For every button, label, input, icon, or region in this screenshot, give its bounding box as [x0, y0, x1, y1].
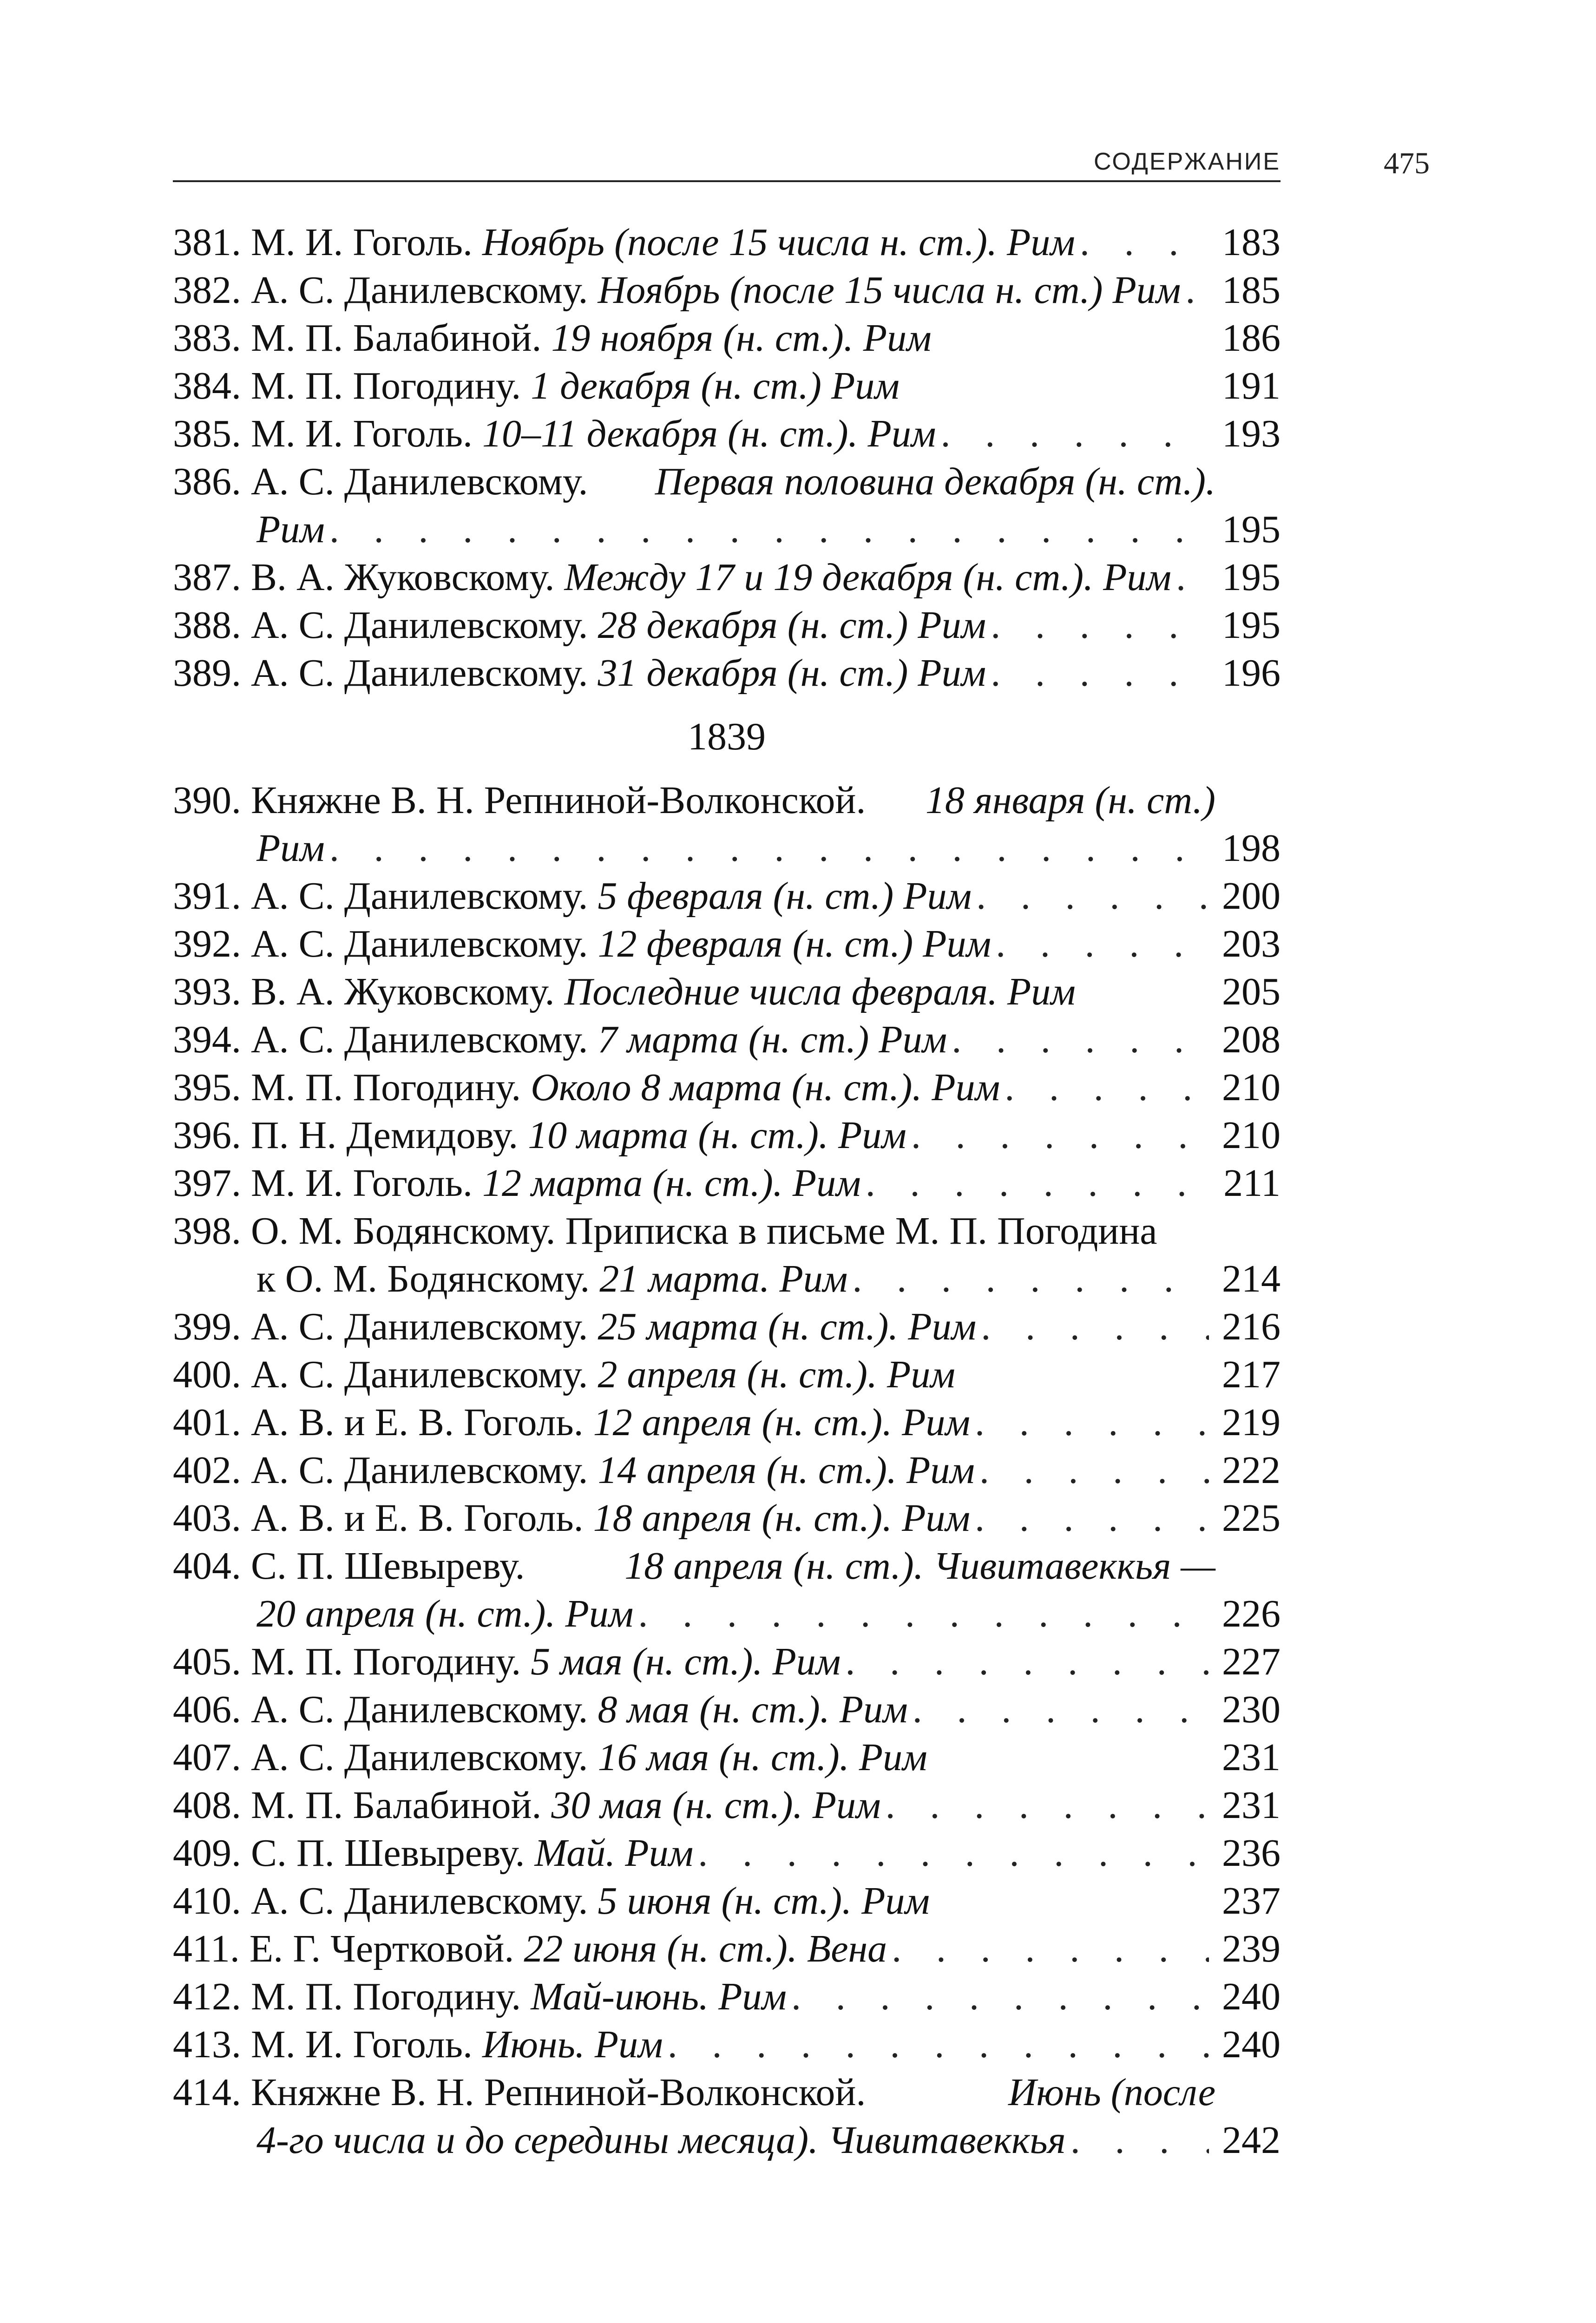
entry-addressee: 395. М. П. Погодину.	[173, 1066, 521, 1109]
entry-page-number: 222	[1222, 1449, 1281, 1492]
page-number: 475	[1384, 146, 1430, 180]
entry-date-place: Ноябрь (после 15 числа н. ст.). Рим	[482, 221, 1075, 264]
entry-page-number: 237	[1222, 1879, 1281, 1923]
dot-leader	[1176, 553, 1209, 601]
toc-entry-395	[173, 1063, 1281, 1111]
entry-date-place: 5 июня (н. ст.). Рим	[598, 1879, 930, 1923]
entry-addressee-continued: к О. М. Бодянскому.	[256, 1257, 590, 1300]
entry-page-number: 211	[1223, 1162, 1281, 1205]
toc-entry-403	[173, 1494, 1281, 1542]
entry-page-number: 227	[1222, 1640, 1281, 1683]
toc-entry-382	[173, 266, 1281, 314]
toc-entry-390	[173, 776, 1281, 872]
entry-date-place: 18 апреля (н. ст.). Рим	[593, 1496, 971, 1540]
entry-date-place: Последние числа февраля. Рим	[564, 970, 1076, 1013]
dot-leader	[981, 1303, 1209, 1351]
entry-date-place-continued: Рим	[256, 827, 325, 870]
entry-date-place: 18 апреля (н. ст.). Чивитавеккья —	[624, 1544, 1215, 1588]
entry-addressee: 382. А. С. Данилевскому.	[173, 269, 588, 312]
entry-date-place: 28 декабря (н. ст.) Рим	[598, 604, 986, 647]
entry-date-place: 31 декабря (н. ст.) Рим	[598, 651, 986, 695]
dot-leader	[329, 505, 1209, 553]
entry-date-place-continued: Рим	[256, 508, 325, 551]
entry-addressee: 407. А. С. Данилевскому.	[173, 1736, 588, 1779]
entry-page-number: 239	[1222, 1927, 1281, 1970]
toc-entry-397	[173, 1159, 1281, 1207]
dot-leader	[991, 601, 1209, 649]
entry-date-place: 21 марта. Рим	[599, 1257, 848, 1300]
dot-leader	[940, 410, 1209, 458]
entry-page-number: 203	[1222, 922, 1281, 965]
page-header	[173, 144, 1430, 186]
dot-leader	[1080, 218, 1209, 266]
toc-entry-405	[173, 1638, 1281, 1686]
entry-page-number: 217	[1222, 1353, 1281, 1396]
entry-addressee: 386. А. С. Данилевскому.	[173, 460, 588, 503]
entry-addressee: 385. М. И. Гоголь.	[173, 412, 473, 455]
entry-page-number: 240	[1222, 1975, 1281, 2018]
dot-leader	[991, 649, 1209, 697]
entry-addressee: 404. С. П. Шевыреву.	[173, 1544, 525, 1588]
entry-date-place: 18 января (н. ст.)	[925, 779, 1215, 822]
entry-addressee: 394. А. С. Данилевскому.	[173, 1018, 588, 1061]
toc-entry-388	[173, 601, 1281, 649]
entry-date-place: Около 8 марта (н. ст.). Рим	[531, 1066, 1000, 1109]
dot-leader	[638, 1590, 1209, 1638]
toc-entry-393	[173, 968, 1281, 1016]
dot-leader	[975, 1494, 1209, 1542]
entry-date-place: Первая половина декабря (н. ст.).	[655, 460, 1215, 503]
entry-page-number: 195	[1222, 556, 1281, 599]
entry-addressee: 399. А. С. Данилевскому.	[173, 1305, 588, 1348]
dot-leader	[996, 920, 1209, 968]
entry-addressee: 408. М. П. Балабиной.	[173, 1784, 542, 1827]
entry-date-place: 2 апреля (н. ст.). Рим	[598, 1353, 955, 1396]
entry-page-number: 196	[1222, 651, 1281, 695]
dot-leader	[913, 1686, 1209, 1733]
toc-entry-411	[173, 1925, 1281, 1973]
entry-date-place: 5 февраля (н. ст.) Рим	[598, 874, 972, 918]
entry-page-number: 191	[1222, 364, 1281, 407]
entry-page-number: 193	[1222, 412, 1281, 455]
toc-entry-386	[173, 458, 1281, 553]
toc-entry-412	[173, 1973, 1281, 2021]
entry-page-number: 208	[1222, 1018, 1281, 1061]
entry-page-number: 219	[1222, 1401, 1281, 1444]
entry-addressee: 410. А. С. Данилевскому.	[173, 1879, 588, 1923]
entry-addressee: 412. М. П. Погодину.	[173, 1975, 521, 2018]
dot-leader	[911, 1111, 1209, 1159]
toc-entry-402	[173, 1446, 1281, 1494]
toc-entry-384	[173, 362, 1281, 410]
entry-addressee: 405. М. П. Погодину.	[173, 1640, 521, 1683]
entry-date-place: Между 17 и 19 декабря (н. ст.). Рим	[564, 556, 1172, 599]
entry-date-place: Июнь (после	[1008, 2071, 1215, 2114]
entry-addressee: 409. С. П. Шевыреву.	[173, 1831, 525, 1875]
dot-leader	[1071, 2116, 1209, 2164]
entry-date-place: 12 апреля (н. ст.). Рим	[593, 1401, 971, 1444]
entry-date-place: Июнь. Рим	[482, 2023, 663, 2066]
entry-page-number: 236	[1222, 1831, 1281, 1875]
toc-entry-387	[173, 553, 1281, 601]
entry-addressee: 402. А. С. Данилевскому.	[173, 1449, 588, 1492]
table-of-contents	[173, 218, 1281, 2164]
entry-page-number: 210	[1222, 1114, 1281, 1157]
toc-entry-389	[173, 649, 1281, 697]
dot-leader	[975, 1398, 1209, 1446]
entry-page-number: 198	[1222, 827, 1281, 870]
toc-entry-401	[173, 1398, 1281, 1446]
entry-date-place: 7 марта (н. ст.) Рим	[598, 1018, 947, 1061]
entry-date-place: 25 марта (н. ст.). Рим	[598, 1305, 977, 1348]
toc-entry-399	[173, 1303, 1281, 1351]
entry-date-place: 14 апреля (н. ст.). Рим	[598, 1449, 975, 1492]
entry-date-place: 10–11 декабря (н. ст.). Рим	[482, 412, 936, 455]
toc-entry-406	[173, 1686, 1281, 1733]
entry-date-place: Ноябрь (после 15 числа н. ст.) Рим	[598, 269, 1181, 312]
toc-entry-404	[173, 1542, 1281, 1638]
dot-leader	[791, 1973, 1209, 2021]
entry-page-number: 186	[1222, 316, 1281, 360]
entry-addressee: 390. Княжне В. Н. Репниной-Волконской.	[173, 779, 866, 822]
entry-page-number: 231	[1222, 1736, 1281, 1779]
dot-leader	[329, 824, 1209, 872]
entry-page-number: 214	[1222, 1257, 1281, 1300]
entry-addressee: 406. А. С. Данилевскому.	[173, 1688, 588, 1731]
entry-addressee: 411. Е. Г. Чертковой.	[173, 1927, 514, 1970]
entry-addressee: 396. П. Н. Демидову.	[173, 1114, 519, 1157]
toc-entry-394	[173, 1016, 1281, 1063]
toc-entry-396	[173, 1111, 1281, 1159]
entry-page-number: 183	[1222, 221, 1281, 264]
entry-date-place: 10 марта (н. ст.). Рим	[528, 1114, 906, 1157]
toc-entry-407	[173, 1733, 1281, 1781]
running-title: СОДЕРЖАНИЕ	[1093, 148, 1281, 175]
entry-date-place: 1 декабря (н. ст.) Рим	[531, 364, 900, 407]
toc-entry-410	[173, 1877, 1281, 1925]
toc-entry-383	[173, 314, 1281, 362]
entry-date-place-continued: 4-го числа и до середины месяца). Чивитавеккья	[256, 2119, 1066, 2162]
entry-addressee: 388. А. С. Данилевскому.	[173, 604, 588, 647]
running-head-rule	[173, 144, 1281, 182]
entry-page-number: 216	[1222, 1305, 1281, 1348]
entry-addressee: 397. М. И. Гоголь.	[173, 1162, 473, 1205]
entry-date-place-continued: 20 апреля (н. ст.). Рим	[256, 1592, 634, 1635]
entry-addressee: 381. М. И. Гоголь.	[173, 221, 473, 264]
entry-date-place: 16 мая (н. ст.). Рим	[598, 1736, 927, 1779]
toc-entry-414	[173, 2068, 1281, 2164]
entry-addressee: 393. В. А. Жуковскому.	[173, 970, 555, 1013]
toc-entry-381	[173, 218, 1281, 266]
dot-leader	[852, 1255, 1209, 1303]
entry-addressee: 384. М. П. Погодину.	[173, 364, 521, 407]
toc-entry-391	[173, 872, 1281, 920]
entry-date-place: 22 июня (н. ст.). Вена	[524, 1927, 887, 1970]
toc-entry-413	[173, 2021, 1281, 2068]
dot-leader	[976, 872, 1209, 920]
entry-date-place: 30 мая (н. ст.). Рим	[551, 1784, 881, 1827]
entry-addressee: 400. А. С. Данилевскому.	[173, 1353, 588, 1396]
toc-entry-392	[173, 920, 1281, 968]
toc-entry-408	[173, 1781, 1281, 1829]
entry-addressee: 413. М. И. Гоголь.	[173, 2023, 473, 2066]
entry-date-place: Май. Рим	[534, 1831, 694, 1875]
dot-leader	[845, 1638, 1209, 1686]
dot-leader	[668, 2021, 1209, 2068]
entry-page-number: 242	[1222, 2119, 1281, 2162]
toc-entry-385	[173, 410, 1281, 458]
entry-page-number: 230	[1222, 1688, 1281, 1731]
entry-page-number: 195	[1222, 604, 1281, 647]
entry-date-place: 19 ноября (н. ст.). Рим	[551, 316, 932, 360]
dot-leader	[1005, 1063, 1209, 1111]
entry-addressee: 414. Княжне В. Н. Репниной-Волконской.	[173, 2071, 866, 2114]
dot-leader	[979, 1446, 1209, 1494]
dot-leader	[952, 1016, 1209, 1063]
dot-leader	[892, 1925, 1209, 1973]
entry-addressee: 403. А. В. и Е. В. Гоголь.	[173, 1496, 584, 1540]
toc-entry-400	[173, 1351, 1281, 1398]
dot-leader	[698, 1829, 1209, 1877]
entry-page-number: 225	[1222, 1496, 1281, 1540]
toc-entry-409	[173, 1829, 1281, 1877]
entry-addressee: 391. А. С. Данилевскому.	[173, 874, 588, 918]
entry-addressee: 392. А. С. Данилевскому.	[173, 922, 588, 965]
entry-addressee: 401. А. В. и Е. В. Гоголь.	[173, 1401, 584, 1444]
entry-date-place: 12 февраля (н. ст.) Рим	[598, 922, 992, 965]
entry-date-place: 8 мая (н. ст.). Рим	[598, 1688, 908, 1731]
entry-page-number: 231	[1222, 1784, 1281, 1827]
dot-leader	[1185, 266, 1209, 314]
entry-page-number: 195	[1222, 508, 1281, 551]
toc-entry-398	[173, 1207, 1281, 1303]
entry-page-number: 205	[1222, 970, 1281, 1013]
entry-date-place: 5 мая (н. ст.). Рим	[531, 1640, 841, 1683]
entry-page-number: 185	[1222, 269, 1281, 312]
entry-page-number: 226	[1222, 1592, 1281, 1635]
entry-page-number: 200	[1222, 874, 1281, 918]
dot-leader	[886, 1781, 1209, 1829]
entry-date-place: 12 марта (н. ст.). Рим	[482, 1162, 861, 1205]
entry-addressee: 383. М. П. Балабиной.	[173, 316, 542, 360]
entry-addressee: 389. А. С. Данилевскому.	[173, 651, 588, 695]
year-heading: 1839	[688, 715, 766, 758]
entry-addressee: 387. В. А. Жуковскому.	[173, 556, 555, 599]
entry-addressee: 398. О. М. Бодянскому. Приписка в письме М. П. Погодина	[173, 1209, 1157, 1253]
entry-page-number: 210	[1222, 1066, 1281, 1109]
dot-leader	[866, 1159, 1209, 1207]
entry-date-place: Май-июнь. Рим	[531, 1975, 787, 2018]
entry-page-number: 240	[1222, 2023, 1281, 2066]
